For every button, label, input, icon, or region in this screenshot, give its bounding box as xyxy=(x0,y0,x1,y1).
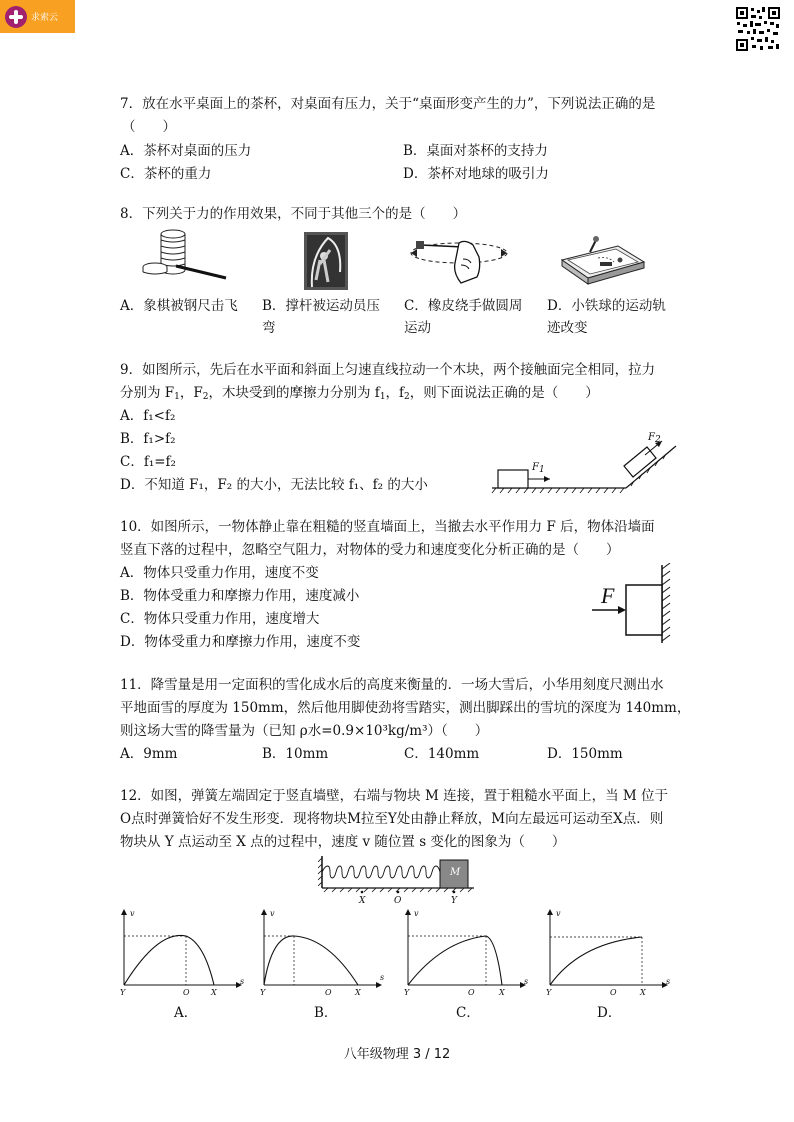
graph-d-y-label: Y xyxy=(546,988,552,997)
graph-b xyxy=(258,905,388,997)
q7-stem-line1: 7．放在水平桌面上的茶杯，对桌面有压力，关于“桌面形变产生的力”，下列说法正确的是 xyxy=(120,96,656,112)
hand-circular-motion-figure xyxy=(407,233,511,293)
qr-code-icon xyxy=(735,6,781,52)
q11-option-a: A．9mm xyxy=(120,746,178,762)
q9-option-d: D．不知道 F₁，F₂ 的大小，无法比较 f₁、f₂ 的大小 xyxy=(120,477,428,493)
magnet-ball-figure xyxy=(560,232,646,287)
q11-option-b: B．10mm xyxy=(262,746,329,762)
q10-option-b: B．物体受重力和摩擦力作用，速度减小 xyxy=(120,588,360,604)
graph-d-s-label: s xyxy=(666,977,671,986)
q12-stem-line3: 物块从 Y 点运动至 X 点的过程中，速度 v 随位置 s 变化的图象为（ ） xyxy=(120,834,566,850)
q9-option-a: A．f₁<f₂ xyxy=(120,408,176,424)
q10-option-c: C．物体只受重力作用，速度增大 xyxy=(120,611,320,627)
q9-option-c: C．f₁=f₂ xyxy=(120,454,176,470)
q12-fig-label-y: Y xyxy=(451,896,457,906)
q12-fig-label-o: O xyxy=(394,896,402,906)
graph-c-letter: C． xyxy=(456,1005,480,1021)
q9-label-f1: $F_1$ xyxy=(532,462,545,475)
graph-d-v-label: v xyxy=(556,909,561,918)
q11-stem-line2: 平地面雪的厚度为 150mm，然后他用脚使劲将雪踏实，测出脚踩出的雪坑的深度为 140mm， xyxy=(120,700,691,716)
q12-stem-line2: O点时弹簧恰好不发生形变．现将物块M拉至Y处由静止释放，M向左最远可运动至X点．则 xyxy=(120,811,664,827)
graph-d xyxy=(544,905,674,997)
q7-option-d: D．茶杯对地球的吸引力 xyxy=(403,166,549,182)
q10-stem-line1: 10．如图所示，一物体静止靠在粗糙的竖直墙面上，当撤去水平作用力 F 后，物体沿墙面 xyxy=(120,519,655,535)
q9-option-b: B．f₁>f₂ xyxy=(120,431,176,447)
q10-stem-line2: 竖直下落的过程中，忽略空气阻力，对物体的受力和速度变化分析正确的是（ ） xyxy=(120,542,620,558)
q10-option-d: D．物体受重力和摩擦力作用，速度不变 xyxy=(120,634,361,650)
pole-vault-figure xyxy=(304,232,348,290)
graph-c-s-label: s xyxy=(524,977,529,986)
q12-fig-label-m: M xyxy=(450,867,461,878)
q8-option-d-line1: D．小铁球的运动轨 xyxy=(547,298,666,314)
q8-option-a: A．象棋被钢尺击飞 xyxy=(120,298,238,314)
graph-b-s-label: s xyxy=(380,973,385,982)
q8-option-c-line2: 运动 xyxy=(404,320,431,336)
q11-option-d: D．150mm xyxy=(547,746,623,762)
graph-c-y-label: Y xyxy=(404,988,410,997)
brand-logo xyxy=(0,0,75,33)
q8-option-b-line2: 弯 xyxy=(262,320,276,336)
logo-icon xyxy=(5,6,27,28)
graph-b-y-label: Y xyxy=(260,988,266,997)
q12-fig-label-x: X xyxy=(359,896,366,906)
q10-option-a: A．物体只受重力作用，速度不变 xyxy=(120,565,319,581)
q8-option-b-line1: B．撑杆被运动员压 xyxy=(262,298,380,314)
graph-c xyxy=(402,905,532,997)
graph-a-v-label: v xyxy=(130,909,135,918)
q12-stem-line1: 12．如图，弹簧左端固定于竖直墙壁，右端与物块 M 连接，置于粗糙水平面上，当 M 位于 xyxy=(120,788,668,804)
q11-option-c: C．140mm xyxy=(404,746,480,762)
q8-stem: 8．下列关于力的作用效果，不同于其他三个的是（ ） xyxy=(120,206,467,222)
chess-piece-figure xyxy=(138,228,228,283)
q8-option-c-line1: C．橡皮绕手做圆周 xyxy=(404,298,523,314)
q11-stem-line3: 则这场大雪的降雪量为（已知 ρ水=0.9×10³kg/m³）（ ） xyxy=(120,723,489,739)
logo-text: 求索云 xyxy=(31,13,59,23)
graph-a-x-label: X xyxy=(211,988,217,997)
graph-b-x-label: X xyxy=(355,988,361,997)
q9-label-f2: $F_2$ xyxy=(648,432,661,445)
page-footer: 八年级物理 3 / 12 xyxy=(343,1047,451,1062)
graph-c-x-label: X xyxy=(499,988,505,997)
q7-stem-line2: （ ） xyxy=(122,119,176,135)
q11-stem-line1: 11．降雪量是用一定面积的雪化成水后的高度来衡量的．一场大雪后，小华用刻度尺测出水 xyxy=(120,677,664,693)
graph-c-v-label: v xyxy=(414,909,419,918)
q9-stem-line1: 9．如图所示，先后在水平面和斜面上匀速直线拉动一个木块，两个接触面完全相同，拉力 xyxy=(120,362,656,378)
graph-a-letter: A． xyxy=(174,1005,198,1021)
graph-c-o-label: O xyxy=(468,988,475,997)
graph-d-letter: D． xyxy=(597,1005,622,1021)
q8-option-d-line2: 迹改变 xyxy=(547,320,588,336)
graph-b-letter: B． xyxy=(314,1005,338,1021)
graph-a xyxy=(118,905,248,997)
graph-b-o-label: O xyxy=(325,988,332,997)
q7-option-b: B．桌面对茶杯的支持力 xyxy=(403,143,548,159)
graph-a-o-label: O xyxy=(183,988,190,997)
q7-option-a: A．茶杯对桌面的压力 xyxy=(120,143,252,159)
q10-label-f: F xyxy=(601,583,615,608)
q7-option-c: C．茶杯的重力 xyxy=(120,166,212,182)
graph-d-x-label: X xyxy=(640,988,646,997)
graph-a-y-label: Y xyxy=(120,988,126,997)
graph-d-o-label: O xyxy=(610,988,617,997)
graph-a-s-label: s xyxy=(240,977,245,986)
graph-b-v-label: v xyxy=(270,909,275,918)
q9-stem-line2: 分别为 $F_1$，$F_2$，木块受到的摩擦力分别为 $f_1$，$f_2$，则下面说法正确的是（ ） xyxy=(120,385,599,402)
